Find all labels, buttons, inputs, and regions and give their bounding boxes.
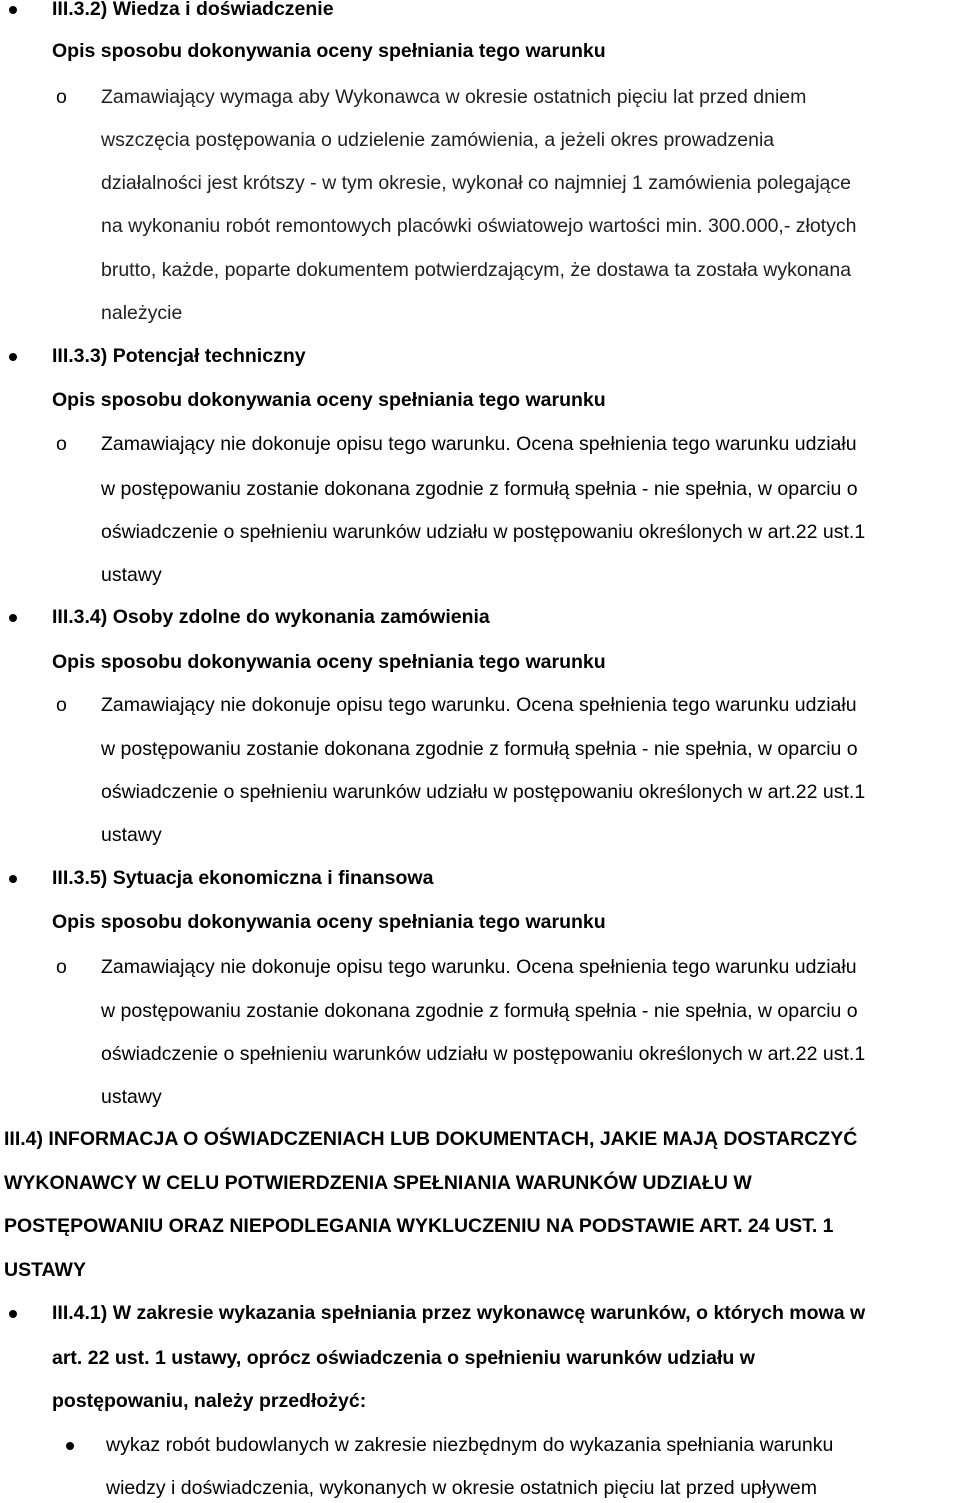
body-line: brutto, każde, poparte dokumentem potwierdzającym, że dostawa ta została wykonana <box>101 259 852 281</box>
bullet-icon <box>9 875 17 883</box>
body-line: ustawy <box>101 824 162 846</box>
bullet-icon <box>9 353 17 361</box>
section-subheading: Opis sposobu dokonywania oceny spełniania tego warunku <box>52 651 606 673</box>
main-heading-line: POSTĘPOWANIU ORAZ NIEPODLEGANIA WYKLUCZENIU NA PODSTAWIE ART. 24 UST. 1 <box>4 1215 834 1237</box>
main-heading-line: III.4) INFORMACJA O OŚWIADCZENIACH LUB DOKUMENTACH, JAKIE MAJĄ DOSTARCZYĆ <box>4 1128 858 1150</box>
list-marker: o <box>56 433 67 455</box>
body-line: Zamawiający nie dokonuje opisu tego warunku. Ocena spełnienia tego warunku udziału <box>101 694 857 716</box>
main-heading-line: USTAWY <box>4 1259 86 1281</box>
body-line: w postępowaniu zostanie dokonana zgodnie z formułą spełnia - nie spełnia, w oparciu o <box>101 738 858 760</box>
section-heading: III.3.2) Wiedza i doświadczenie <box>52 0 334 20</box>
main-heading-line: WYKONAWCY W CELU POTWIERDZENIA SPEŁNIANIA WARUNKÓW UDZIAŁU W <box>4 1172 752 1194</box>
body-line: wszczęcia postępowania o udzielenie zamówienia, a jeżeli okres prowadzenia <box>101 129 775 151</box>
body-line: oświadczenie o spełnieniu warunków udziału w postępowaniu określonych w art.22 ust.1 <box>101 781 866 803</box>
body-line: należycie <box>101 302 183 324</box>
section-heading: III.3.3) Potencjał techniczny <box>52 345 306 367</box>
body-line: oświadczenie o spełnieniu warunków udziału w postępowaniu określonych w art.22 ust.1 <box>101 521 866 543</box>
body-line: na wykonaniu robót remontowych placówki oświatowejo wartości min. 300.000,- złotych <box>101 215 857 237</box>
body-line: ustawy <box>101 564 162 586</box>
body-line: Zamawiający nie dokonuje opisu tego warunku. Ocena spełnienia tego warunku udziału <box>101 956 857 978</box>
section-heading: III.3.5) Sytuacja ekonomiczna i finansowa <box>52 867 434 889</box>
subsection-heading-line: postępowaniu, należy przedłożyć: <box>52 1390 367 1412</box>
body-line: działalności jest krótszy - w tym okresie, wykonał co najmniej 1 zamówienia polegające <box>101 172 851 194</box>
body-line: w postępowaniu zostanie dokonana zgodnie z formułą spełnia - nie spełnia, w oparciu o <box>101 1000 858 1022</box>
section-subheading: Opis sposobu dokonywania oceny spełniania tego warunku <box>52 389 606 411</box>
list-marker: o <box>56 956 67 978</box>
body-line: ustawy <box>101 1086 162 1108</box>
list-marker: o <box>56 694 67 716</box>
body-line: w postępowaniu zostanie dokonana zgodnie z formułą spełnia - nie spełnia, w oparciu o <box>101 478 858 500</box>
section-subheading: Opis sposobu dokonywania oceny spełniania tego warunku <box>52 40 606 62</box>
body-line: Zamawiający nie dokonuje opisu tego warunku. Ocena spełnienia tego warunku udziału <box>101 433 857 455</box>
body-line: Zamawiający wymaga aby Wykonawca w okresie ostatnich pięciu lat przed dniem <box>101 86 807 108</box>
bullet-icon <box>9 614 17 622</box>
body-line: oświadczenie o spełnieniu warunków udziału w postępowaniu określonych w art.22 ust.1 <box>101 1043 866 1065</box>
bullet-icon <box>9 1310 17 1318</box>
section-subheading: Opis sposobu dokonywania oceny spełniania tego warunku <box>52 911 606 933</box>
bullet-icon <box>66 1442 74 1450</box>
subsection-heading-line: III.4.1) W zakresie wykazania spełniania przez wykonawcę warunków, o których mowa w <box>52 1302 866 1324</box>
subsection-heading-line: art. 22 ust. 1 ustawy, oprócz oświadczenia o spełnieniu warunków udziału w <box>52 1347 755 1369</box>
list-item-line: wiedzy i doświadczenia, wykonanych w okresie ostatnich pięciu lat przed upływem <box>106 1477 818 1499</box>
list-marker: o <box>56 86 67 108</box>
bullet-icon <box>9 6 17 14</box>
section-heading: III.3.4) Osoby zdolne do wykonania zamówienia <box>52 606 490 628</box>
list-item-line: wykaz robót budowlanych w zakresie niezbędnym do wykazania spełniania warunku <box>106 1434 834 1456</box>
